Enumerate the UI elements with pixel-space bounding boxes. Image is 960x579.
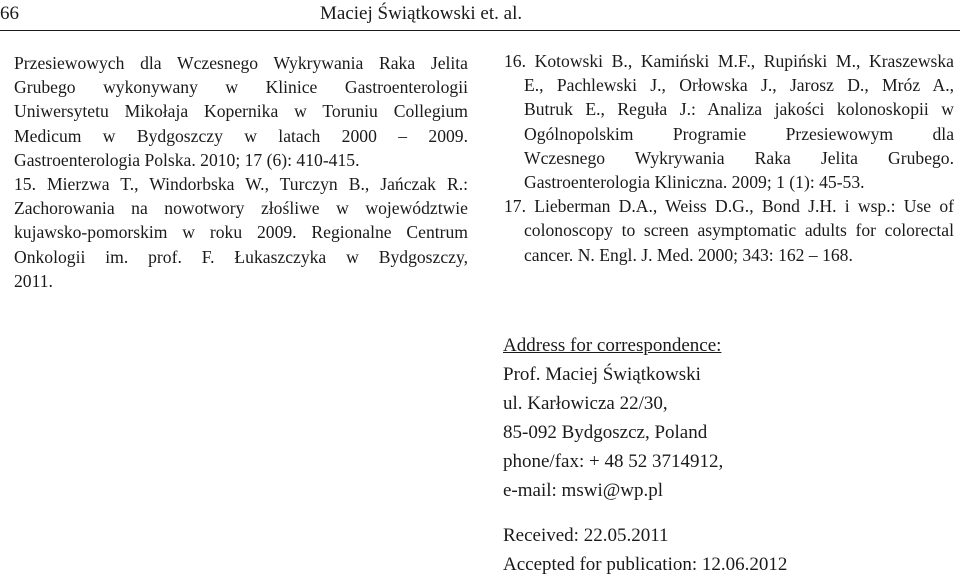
accepted-date: Accepted for publication: 12.06.2012 <box>503 554 788 575</box>
reference-line: 16. Kotowski B., Kamiński M.F., Rupiński M., Kraszewska <box>504 51 954 71</box>
reference-line: Grubego wykonywany w Klinice Gastroenterologii <box>14 77 468 98</box>
correspondence-name: Prof. Maciej Świątkowski <box>503 364 701 385</box>
reference-line: Uniwersytetu Mikołaja Kopernika w Toruniu Collegium <box>14 101 468 122</box>
reference-16 <box>504 49 954 194</box>
references-right-column <box>504 49 954 267</box>
page-number: 66 <box>0 3 19 24</box>
reference-14-continued <box>14 51 468 172</box>
reference-line: E., Pachlewski J., Orłowska J., Jarosz D., Mróz A., <box>524 75 954 96</box>
reference-line: Wczesnego Wykrywania Raka Jelita Grubego. <box>524 147 954 168</box>
reference-line: 2011. <box>14 270 53 291</box>
correspondence-address <box>503 331 723 505</box>
reference-15 <box>14 172 468 293</box>
reference-line: Medicum w Bydgoszczy w latach 2000 – 2009. <box>14 125 468 146</box>
reference-line: Gastroenterologia Kliniczna. 2009; 1 (1): 45-53. <box>524 171 865 192</box>
reference-line: Gastroenterologia Polska. 2010; 17 (6): 410-415. <box>14 149 360 170</box>
reference-line: Onkologii im. prof. F. Łukaszczyka w Bydgoszczy, <box>14 246 468 267</box>
correspondence-email: e-mail: mswi@wp.pl <box>503 480 663 501</box>
references-left-column <box>14 51 468 293</box>
reference-line: Ogólnopolskim Programie Przesiewowym dla <box>524 123 954 144</box>
reference-line: Przesiewowych dla Wczesnego Wykrywania Raka Jelita <box>14 53 468 73</box>
reference-line: Zachorowania na nowotwory złośliwe w województwie <box>14 198 468 219</box>
running-head: Maciej Świątkowski et. al. <box>320 3 523 24</box>
header-rule <box>0 30 960 31</box>
reference-line: Butruk E., Reguła J.: Analiza jakości kolonoskopii w <box>524 99 954 120</box>
reference-line: colonoscopy to screen asymptomatic adults for colorectal <box>524 220 954 241</box>
correspondence-heading: Address for correspondence: <box>503 335 722 356</box>
reference-line: kujawsko-pomorskim w roku 2009. Regionalne Centrum <box>14 222 468 243</box>
page-header <box>0 0 960 30</box>
correspondence-phone: phone/fax: + 48 52 3714912, <box>503 451 724 472</box>
correspondence-city: 85-092 Bydgoszcz, Poland <box>503 422 708 443</box>
reference-line: 17. Lieberman D.A., Weiss D.G., Bond J.H. i wsp.: Use of <box>504 196 954 217</box>
reference-line: cancer. N. Engl. J. Med. 2000; 343: 162 – 168. <box>524 244 853 265</box>
correspondence-street: ul. Karłowicza 22/30, <box>503 393 668 414</box>
reference-17 <box>504 194 954 267</box>
reference-line: 15. Mierzwa T., Windorbska W., Turczyn B., Jańczak R.: <box>14 173 468 194</box>
article-dates <box>503 521 787 579</box>
received-date: Received: 22.05.2011 <box>503 525 669 546</box>
